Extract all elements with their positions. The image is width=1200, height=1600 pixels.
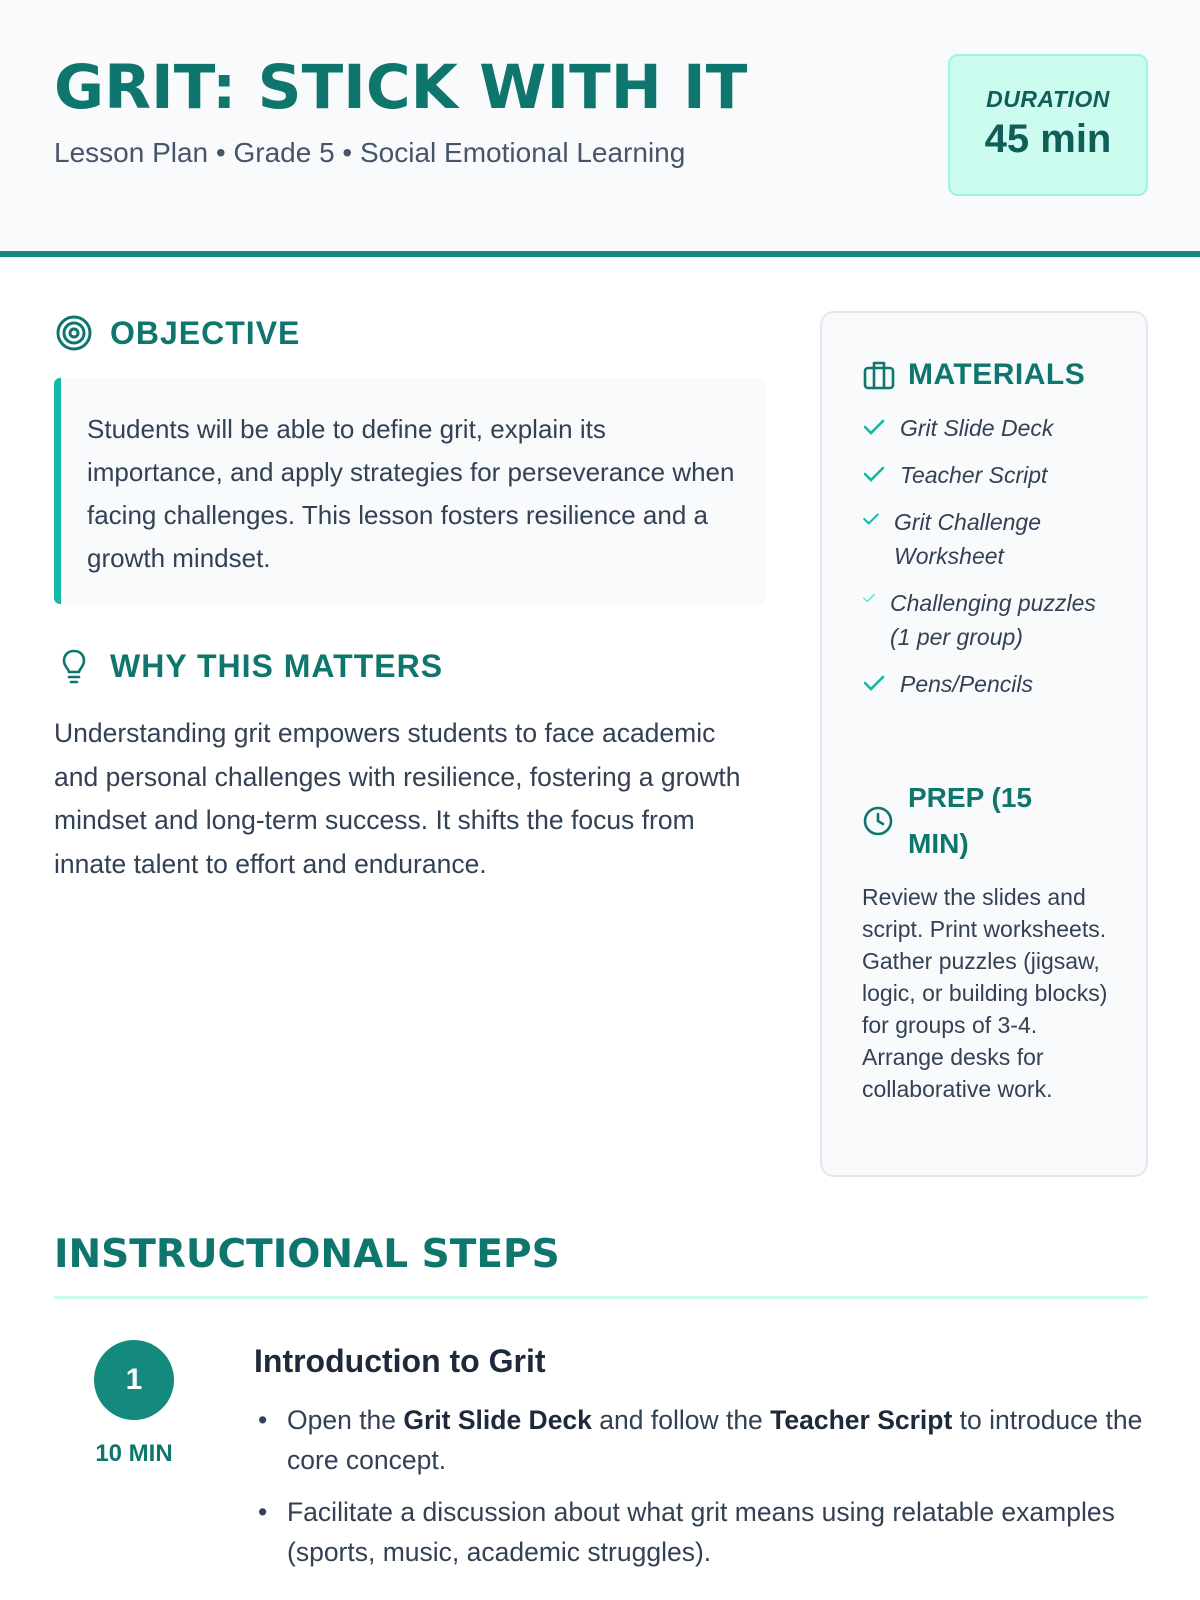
- step-bullets: [254, 1400, 1154, 1584]
- list-item: [254, 1492, 1154, 1572]
- why-heading: [54, 646, 443, 686]
- steps-heading: INSTRUCTIONAL STEPS: [54, 1232, 560, 1277]
- list-item: [254, 1400, 1154, 1480]
- material-label: Grit Slide Deck: [900, 415, 1054, 441]
- target-icon: [54, 313, 94, 353]
- header: [0, 0, 1200, 257]
- material-reference: Teacher Script: [770, 1405, 953, 1435]
- list-item: [862, 667, 1112, 701]
- bullet-text: and follow the: [591, 1405, 771, 1435]
- objective-heading-label: OBJECTIVE: [110, 314, 301, 351]
- bullet-text: Facilitate a discussion about what grit means using relatable examples (sports, music, academic struggles).: [287, 1497, 1115, 1567]
- page-subtitle: Lesson Plan • Grade 5 • Social Emotional Learning: [54, 137, 686, 168]
- step-duration: 10 MIN: [95, 1440, 173, 1467]
- clock-icon: [862, 805, 894, 837]
- check-icon: [862, 511, 880, 527]
- materials-heading: [862, 358, 1085, 392]
- bullet-text: to introduce the core concept.: [287, 1405, 1143, 1475]
- list-item: [862, 505, 1112, 573]
- material-label: Teacher Script: [900, 462, 1048, 488]
- list-item: [862, 411, 1112, 445]
- lightbulb-icon: [54, 646, 94, 686]
- list-item: [862, 586, 1112, 654]
- check-icon: [862, 673, 886, 693]
- check-icon: [862, 592, 876, 604]
- material-reference: Grit Slide Deck: [403, 1405, 592, 1435]
- prep-heading-label: PREP (15 MIN): [908, 782, 1032, 859]
- prep-heading: [862, 775, 1068, 867]
- list-item: [862, 458, 1112, 492]
- duration-badge: [948, 54, 1148, 196]
- why-text: Understanding grit empowers students to face academic and personal challenges with resilience, fostering a growth mindset and long-term success. It shifts the focus from innate talent to effort and endurance.: [54, 718, 741, 879]
- step-number: 1: [94, 1340, 174, 1420]
- divider: [54, 1296, 1148, 1299]
- material-label: Pens/Pencils: [900, 671, 1033, 697]
- briefcase-icon: [862, 358, 896, 392]
- materials-heading-label: MATERIALS: [908, 358, 1086, 391]
- material-label: Challenging puzzles (1 per group): [890, 590, 1096, 650]
- check-icon: [862, 464, 886, 484]
- check-icon: [862, 417, 886, 437]
- step-title: Introduction to Grit: [254, 1343, 546, 1379]
- bullet-text: Open the: [287, 1405, 404, 1435]
- prep-text: Review the slides and script. Print worksheets. Gather puzzles (jigsaw, logic, or building blocks) for groups of 3-4. Arrange desks for collaborative work.: [862, 884, 1108, 1102]
- materials-sidebar: [820, 311, 1148, 1177]
- materials-list: [862, 411, 1112, 714]
- objective-heading: [54, 313, 300, 353]
- why-heading-label: WHY THIS MATTERS: [110, 647, 444, 684]
- objective-text: Students will be able to define grit, explain its importance, and apply strategies for perseverance when facing challenges. This lesson fosters resilience and a growth mindset.: [54, 378, 765, 604]
- material-label: Grit Challenge Worksheet: [894, 509, 1042, 569]
- duration-label: DURATION: [986, 86, 1110, 112]
- page-title: GRIT: STICK WITH IT: [54, 52, 748, 123]
- duration-value: 45 min: [984, 117, 1112, 161]
